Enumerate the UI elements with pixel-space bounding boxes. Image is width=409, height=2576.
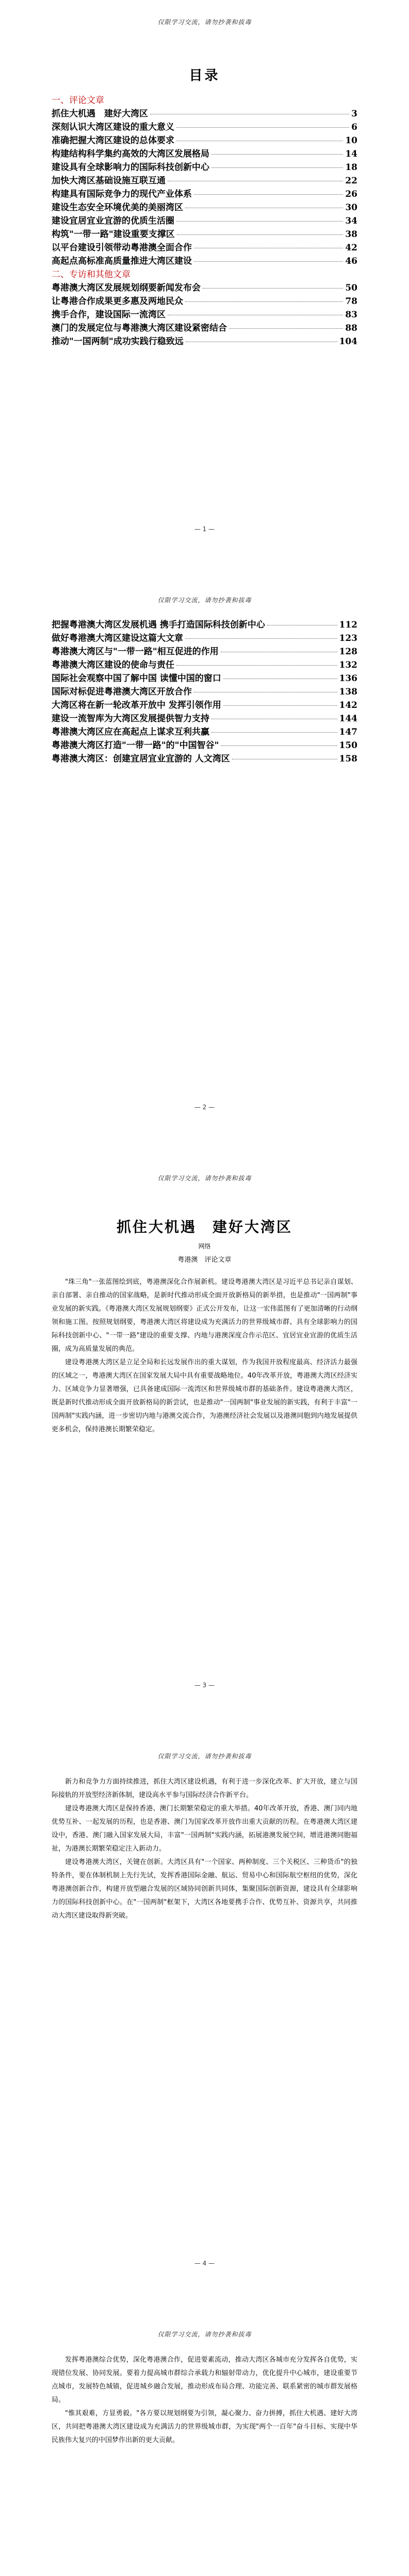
toc-entry[interactable]: 国际社会观察中国了解中国 读懂中国的窗口 136	[52, 673, 357, 684]
toc-entry[interactable]: 抓住大机遇 建好大湾区 3	[52, 109, 357, 119]
paragraph: "珠三角"一张蓝图绘到底，粤港澳深化合作展新机。建设粤港澳大湾区是习近平总书记亲自谋划、亲自部署、亲自推动的国家战略，是新时代推动形成全面开放新格局的新举措，也是推动"一国两制"事业发展的新实践。《粤港澳大湾区发展规划纲要》正式公开发布，让这一宏伟蓝图有了更加清晰的行动纲领和施工图。按照规划纲要，粤港澳大湾区将建设成为充满活力的世界级城市群、具有全球影响力的国际科技创新中心、"一带一路"建设的重要支撑、内地与港澳深度合作示范区、宜居宜业宜游的优质生活圈，成为高质量发展的典范。	[52, 1278, 357, 1353]
toc-entry[interactable]: 推动"一国两制"成功实践行稳致远 104	[52, 336, 357, 347]
toc-entry[interactable]: 建设一流智库为大湾区发展提供智力支持 144	[52, 714, 357, 724]
toc-entry[interactable]: 高起点高标准高质量推进大湾区建设 46	[52, 256, 357, 266]
toc-entry[interactable]: 粤港澳大湾区：创建宜居宜业宜游的 人文湾区 158	[52, 754, 357, 764]
page-header: 仅限学习交流，请勿抄袭和拔毒	[157, 2331, 252, 2338]
paragraph: 建设粤港澳大湾区，关键在创新。大湾区具有"一个国家、两种制度、三个关税区、三种货币"的独特条件，要在体制机制上先行先试，发挥香港国际金融、航运、贸易中心和国际航空枢纽的优势，深化粤港澳创新合作，构建开放型融合发展的区域协同创新共同体，集聚国际创新资源，建设具有全球影响力的国际科技创新中心。在"一国两制"框架下，大湾区各地要携手合作、优势互补、资源共享，共同推动大湾区建设取得新突破。	[52, 1858, 357, 1920]
page-header: 仅限学习交流，请勿抄袭和拔毒	[157, 597, 252, 604]
toc-entry[interactable]: 把握粤港澳大湾区发展机遇 携手打造国际科技创新中心 112	[52, 620, 357, 630]
page-2	[0, 578, 409, 1156]
toc-entry[interactable]: 粤港澳大湾区发展规划纲要新闻发布会 50	[52, 283, 357, 293]
article-body	[52, 1775, 357, 1923]
toc-entry[interactable]: 粤港澳大湾区打造"一带一路"的"中国智谷" 150	[52, 740, 357, 751]
page-number: — 4 —	[194, 2260, 215, 2267]
article-meta: 粤港澳 评论文章	[177, 1256, 232, 1264]
toc-entry[interactable]: 粤港澳大湾区建设的使命与责任 132	[52, 660, 357, 670]
toc-entry[interactable]: 构建具有国际竞争力的现代产业体系 26	[52, 189, 357, 199]
toc-section-heading: 二、专访和其他文章	[52, 269, 130, 280]
page-header: 仅限学习交流，请勿抄袭和拔毒	[157, 1753, 252, 1760]
page-number: — 2 —	[194, 1104, 215, 1111]
toc-entry[interactable]: 让粤港合作成果更多惠及两地民众 78	[52, 296, 357, 307]
page-number: — 1 —	[194, 526, 215, 533]
paragraph: 建设粤港澳大湾区是立足全局和长远发展作出的重大谋划，作为我国开放程度最高、经济活力最强的区域之一，粤港澳大湾区在国家发展大局中具有重要战略地位。40年改革开放，粤港澳大湾区经济实力、区域竞争力显著增强，已具备建成国际一流湾区和世界级城市群的基础条件。建设粤港澳大湾区，既是新时代推动形成全面开放新格局的新尝试，也是推动"一国两制"事业发展的新实践，有利于丰富"一国两制"实践内涵，进一步密切内地与港澳交流合作，为港澳经济社会发展以及港澳同胞到内地发展提供更多机会，保持港澳长期繁荣稳定。	[52, 1359, 357, 1433]
toc-list	[52, 94, 357, 348]
page-number: — 3 —	[194, 1682, 215, 1689]
toc-entry[interactable]: 深刻认识大湾区建设的重大意义 6	[52, 122, 357, 132]
toc-entry[interactable]: 大湾区将在新一轮改革开放中 发挥引领作用 142	[52, 700, 357, 710]
toc-entry[interactable]: 构筑"一带一路"建设重要支撑区 38	[52, 229, 357, 240]
article-title: 抓住大机遇 建好大湾区	[116, 1218, 292, 1235]
toc-list-continued	[52, 618, 357, 766]
toc-entry[interactable]: 建设具有全球影响力的国际科技创新中心 18	[52, 162, 357, 173]
toc-entry[interactable]: 澳门的发展定位与粤港澳大湾区建设紧密结合 88	[52, 323, 357, 333]
page-header: 仅限学习交流，请勿抄袭和拔毒	[157, 19, 252, 26]
article-body	[52, 2353, 357, 2447]
paragraph: 发挥粤港澳综合优势，深化粤港澳合作，促进要素流动，推动大湾区各城市充分发挥各自优势，实现错位发展、协同发展。要着力提高城市群综合承载力和辐射带动力，优化提升中心城市，建设重要节点城市，发展特色城镇，促进城乡融合发展，推动形成布局合理、功能完善、联系紧密的城市群发展格局。	[52, 2356, 357, 2404]
toc-entry[interactable]: 粤港澳大湾区与"一带一路"相互促进的作用 128	[52, 647, 357, 657]
toc-entry[interactable]: 做好粤港澳大湾区建设这篇大文章 123	[52, 633, 357, 643]
paragraph: "惟其艰难，方显勇毅。"各方要以规划纲要为引领，凝心聚力、奋力拼搏，抓住大机遇、建好大湾区，共同把粤港澳大湾区建设成为充满活力的世界级城市群，为实现"两个一百年"奋斗目标、实现中华民族伟大复兴的中国梦作出新的更大贡献。	[52, 2410, 357, 2444]
page-4	[0, 1734, 409, 2312]
toc-entry[interactable]: 建设生态安全环境优美的美丽湾区 30	[52, 202, 357, 213]
paragraph: 新力和竞争力方面持续推进，抓住大湾区建设机遇，有利于进一步深化改革、扩大开放，建立与国际接轨的开放型经济新体制，建设高水平参与国际经济合作新平台。	[52, 1778, 357, 1799]
page-1	[0, 0, 409, 578]
page-3	[0, 1156, 409, 1734]
page-5	[0, 2312, 409, 2576]
toc-entry[interactable]: 携手合作，建设国际一流湾区 83	[52, 310, 357, 320]
toc-entry[interactable]: 国际对标促进粤港澳大湾区开放合作 138	[52, 687, 357, 697]
toc-title: 目录	[189, 68, 220, 83]
toc-entry[interactable]: 粤港澳大湾区应在高起点上谋求互利共赢 147	[52, 727, 357, 737]
toc-entry[interactable]: 以平台建设引领带动粤港澳全面合作 42	[52, 243, 357, 253]
toc-entry[interactable]: 建设宜居宜业宜游的优质生活圈 34	[52, 216, 357, 226]
toc-entry[interactable]: 准确把握大湾区建设的总体要求 10	[52, 135, 357, 146]
paragraph: 建设粤港澳大湾区是保持香港、澳门长期繁荣稳定的重大举措。40年改革开放，香港、澳门同内地优势互补、一起发展的历程，也是香港、澳门为国家改革开放作出重大贡献的历程。在粤港澳大湾区建设中，香港、澳门融入国家发展大局，丰富"一国两制"实践内涵，拓展港澳发展空间，增进港澳同胞福祉，为港澳长期繁荣稳定注入新动力。	[52, 1805, 357, 1853]
page-header: 仅限学习交流，请勿抄袭和拔毒	[157, 1175, 252, 1182]
article-body	[52, 1276, 357, 1436]
toc-entry[interactable]: 加快大湾区基础设施互联互通 22	[52, 176, 357, 186]
article-source: 网络	[198, 1243, 211, 1250]
toc-section-heading: 一、评论文章	[52, 95, 104, 106]
toc-entry[interactable]: 构建结构科学集约高效的大湾区发展格局 14	[52, 149, 357, 159]
